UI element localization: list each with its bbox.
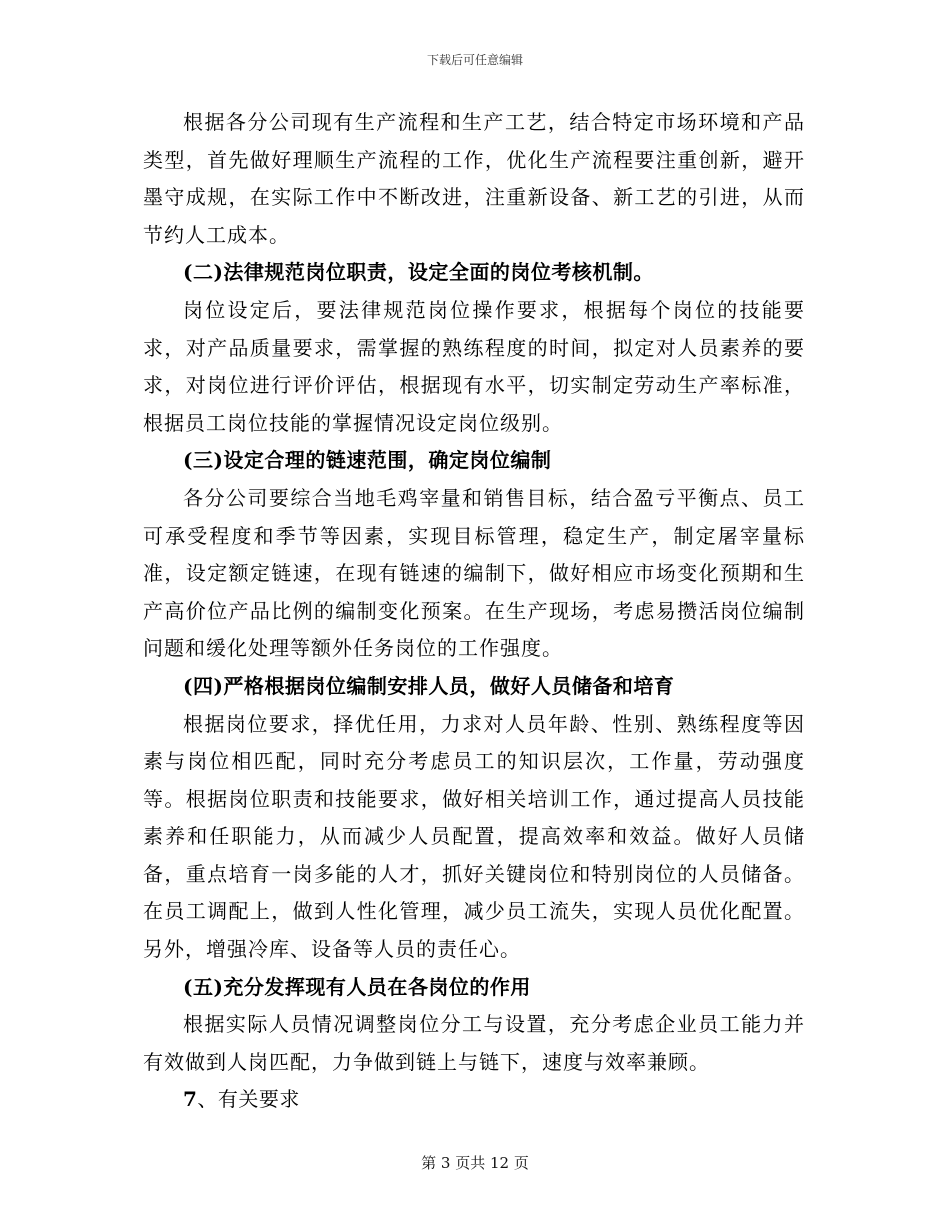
paragraph-staff-role: 根据实际人员情况调整岗位分工与设置，充分考虑企业员工能力并有效做到人岗匹配，力争做到链上与链下，速度与效率兼顾。 <box>143 1012 805 1074</box>
page-footer: 第 3 页共 12 页 <box>421 1154 529 1172</box>
heading-section-4: (四)严格根据岗位编制安排人员，做好人员储备和培育 <box>183 673 675 698</box>
document-body <box>143 104 805 1119</box>
heading-section-5: (五)充分发挥现有人员在各岗位的作用 <box>183 974 531 999</box>
page-header: 下载后可任意编辑 <box>426 53 523 67</box>
heading-section-2: (二)法律规范岗位职责，设定全面的岗位考核机制。 <box>183 260 654 285</box>
paragraph-chain-speed: 各分公司要综合当地毛鸡宰量和销售目标，结合盈亏平衡点、员工可承受程度和季节等因素，实现目标管理，稳定生产，制定屠宰量标准，设定额定链速，在现有链速的编制下，做好相应市场变化预期和生产高价位产品比例的编制变化预案。在生产现场，考虑易攒活岗位编制问题和缓化处理等额外任务岗位的工作强度。 <box>143 485 805 661</box>
heading-section-7-text: 、有关要求 <box>197 1087 300 1112</box>
paragraph-production-process: 根据各分公司现有生产流程和生产工艺，结合特定市场环境和产品类型，首先做好理顺生产流程的工作，优化生产流程要注重创新，避开墨守成规，在实际工作中不断改进，注重新设备、新工艺的引进，从而节约人工成本。 <box>143 110 805 247</box>
paragraph-staff-reserve: 根据岗位要求，择优任用，力求对人员年龄、性别、熟练程度等因素与岗位相匹配，同时充分考虑员工的知识层次，工作量，劳动强度等。根据岗位职责和技能要求，做好相关培训工作，通过提高人员技能素养和任职能力，从而减少人员配置，提高效率和效益。做好人员储备，重点培育一岗多能的人才，抓好关键岗位和特别岗位的人员储备。在员工调配上，做到人性化管理，减少员工流失，实现人员优化配置。另外，增强冷库、设备等人员的责任心。 <box>143 711 805 962</box>
heading-section-7-number: 7 <box>183 1087 198 1112</box>
paragraph-position-duties: 岗位设定后，要法律规范岗位操作要求，根据每个岗位的技能要求，对产品质量要求，需掌握的熟练程度的时间，拟定对人员素养的要求，对岗位进行评价评估，根据现有水平，切实制定劳动生产率标准，根据员工岗位技能的掌握情况设定岗位级别。 <box>143 297 805 435</box>
heading-section-7 <box>143 1081 805 1119</box>
heading-section-3: (三)设定合理的链速范围，确定岗位编制 <box>183 448 552 473</box>
